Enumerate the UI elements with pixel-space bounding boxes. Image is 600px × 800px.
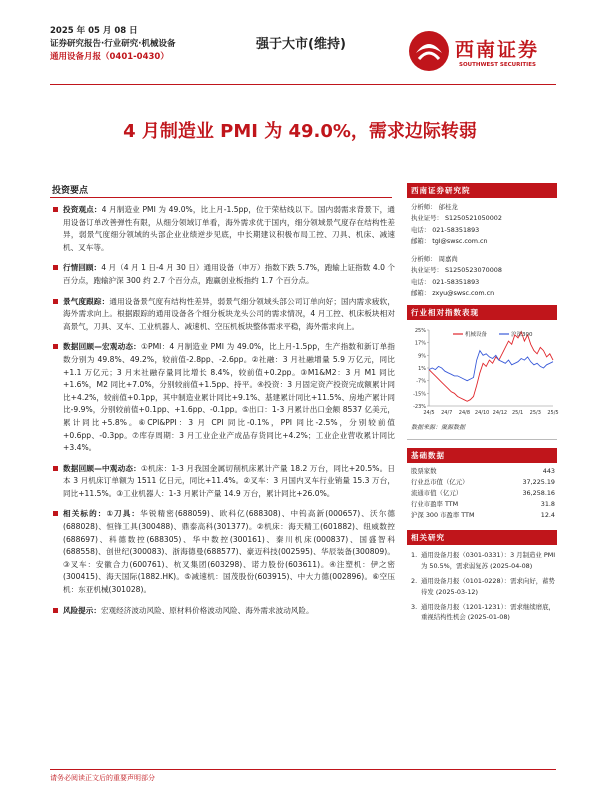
y-tick-label: -15% [413,391,426,398]
analyst-cert: 执业证号： S1250521050002 [411,214,502,223]
legend-label: 沪深300 [511,332,533,339]
paragraph-lead: 数据回顾—宏观动态： [63,342,141,352]
paragraph-text: 宏观经济波动风险、原材料价格波动风险、海外需求波动风险。 [100,605,314,615]
section-divider [50,197,392,198]
related-research-bar: 相关研究 [407,530,557,545]
bullet-icon [53,511,58,516]
paragraph-text: 4 月制造业 PMI 为 49.0%，比上月-1.5pp，位于荣枯线以下。国内弱需求背景下，通用设备订单改善弹性有限，从细分领域订单看，海外需求优于国内，细分领域景气度存在结构性差异，弱景气度细分领域的头部企业业绩逆步见底，中长期建议积极布局工控、刀具、机床、减速机、叉车等。 [63,205,395,252]
table-key: 股票家数 [411,467,437,476]
footer-divider [50,769,556,770]
related-item[interactable] [411,602,557,624]
related-item[interactable] [411,576,557,598]
table-value: 443 [542,467,555,476]
analyst-mail[interactable]: 邮箱： tgl@swsc.com.cn [411,236,488,245]
analyst-tel: 电话： 021-58351893 [411,277,480,286]
table-row [407,477,557,488]
rating: 强于大市(维持) [256,37,346,52]
spacer [411,247,557,254]
related-text: 通用设备月报（0301-0331）：3 月制造业 PMI 为 50.5%，需求弱复苏 (2025-04-08) [421,551,556,571]
summary-paragraph [50,605,395,618]
report-title: 4 月制造业 PMI 为 49.0%，需求边际转弱 [123,121,477,142]
related-text: 通用设备月报（1201-1231）：需求继续磨底，重视结构性机会 (2025-01-08) [421,602,555,622]
paragraph-text: 华锐精密(688059)、欧科亿(688308)、中钨高新(000657)、沃尔德(688028)、恒锋工具(300488)、鼎泰高科(301377)。②机床：海天精工(601882)、纽威数控(688697)、科德数控(688305)、华中数控(300161)、秦川机床(000837)、国盛智科(688558)、创世纪(300083)、浙海德曼(688577)、豪迈科技(002595)、华辰装备(300809)。③叉车：安徽合力(600761)、杭叉集团(603298)、诺力股份(603611)。④注塑机：伊之密(300415)、海天国际(1882.HK)。⑤减速机：国茂股份(603915)、中大力德(002896)。⑥空压机：东亚机械(301028)。 [63,509,395,595]
summary-paragraph [50,262,395,287]
series-line [429,351,553,381]
analyst-name: 分析师： 邰桂龙 [411,203,458,211]
x-tick-label: 24/12 [492,410,508,417]
bullet-icon [53,466,58,471]
legend-label: 机械设备 [465,332,488,339]
series-line [429,332,553,402]
table-row [407,466,557,477]
y-tick-label: -23% [413,404,426,411]
related-text: 通用设备月报（0101-0228）：需求向好，蓄势待发 (2025-03-12) [421,576,555,596]
table-value: 31.8 [540,499,555,508]
x-tick-label: 24/10 [474,410,490,417]
table-row [407,488,557,499]
chart-title-bar: 行业相对指数表现 [407,305,557,320]
x-tick-label: 24/8 [458,410,471,417]
table-key: 行业市盈率 TTM [411,499,459,508]
table-row [407,499,557,510]
x-tick-label: 24/5 [423,410,435,417]
paragraph-lead: 相关标的：①刀具： [63,509,141,519]
paragraph-lead: 风险提示： [63,605,101,615]
footer-disclaimer: 请务必阅读正文后的重要声明部分 [50,774,155,782]
paragraph-text: 4 月（4 月 1 日-4 月 30 日）通用设备（申万）指数下跌 5.7%，跑输上证指数 4.0 个百分点，跑输沪深 300 约 2.7 个百分点，跑赢创业板指约 1.7 个百分点。 [63,263,396,285]
table-key: 流通市值（亿元） [411,488,463,497]
basic-data-bar: 基础数据 [407,448,557,463]
report-name: 通用设备月报（0401-0430） [50,52,169,62]
summary-paragraph [50,296,395,334]
bullet-icon [53,608,58,613]
related-item[interactable] [411,550,557,572]
header-divider [50,84,556,85]
bullet-icon [53,207,58,212]
company-logo [407,29,557,79]
basic-data-table [407,466,557,520]
bullet-icon [53,344,58,349]
related-number: 2. [411,576,418,585]
relative-index-chart [407,324,557,420]
report-category: 证券研究报告·行业研究·机械设备 [50,39,176,49]
x-tick-label: 24/7 [441,410,453,417]
chart-svg [407,324,557,420]
x-tick-label: 25/5 [547,410,559,417]
analyst-info [407,202,557,299]
logo-text-cn: 西南证券 [455,39,540,61]
logo-mark-icon [407,29,451,73]
x-tick-label: 25/1 [511,410,524,417]
bullet-icon [53,265,58,270]
paragraph-text: ①PMI：4 月制造业 PMI 为 49.0%，比上月-1.5pp，生产指数和新订单指数分别为 49.8%、49.2%，较前值-2.8pp、-2.6pp。②社融：3 月社融增量 5.9 万亿元，同比+1.1 万亿元；3 月末社融存量同比增长 8.4%，较前值+0.2pp。③M1&M2：3 月 M1 同比+1.6%，M2 同比+7.0%，分别较前值+1.5pp、持平。④投资：3 月固定资产投资完成额累计同比+4.2%，较前值+0.1pp，其中制造业累计同比+9.1%、基建累计同比+11.5%、房地产累计同比-9.9%，分别较前值+0.1pp、+1.6pp、-0.1pp。⑤出口：1-3 月累计出口金额 8537 亿美元，累计同比+5.8%。⑥CPI&PPI：3 月 CPI 同比-0.1%，PPI 同比-2.5%，分别较前值+0.6pp、-0.3pp。⑦库存周期：3 月工业企业产成品存货同比+4.2%；工业企业营收累计同比+3.4%。 [63,342,395,453]
bullet-icon [53,299,58,304]
table-row [407,510,557,521]
chart-source: 数据来源：聚源数据 [411,424,466,432]
related-number: 1. [411,551,418,560]
table-value: 36,258.16 [522,488,555,497]
analyst-mail[interactable]: 邮箱： zxyu@swsc.com.cn [411,289,495,298]
logo-text-en: SOUTHWEST SECURITIES [459,62,536,68]
paragraph-text: ①机床：1-3 月我国金属切削机床累计产量 18.2 万台，同比+20.5%。日本 3 月机床订单额为 1511 亿日元，同比+11.4%。②叉车：3 月国内叉车行业销量 15.3 万台，同比+11.5%。③工业机器人：1-3 月累计产量 14.9 万台，累计同比+26.0%。 [63,463,396,498]
related-number: 3. [411,602,418,611]
sidebar [407,183,557,627]
report-date: 2025 年 05 月 08 日 [50,26,138,36]
summary-paragraph [50,204,395,254]
y-tick-label: 17% [414,341,426,348]
related-research-list [407,550,557,623]
institute-bar: 西南证券研究院 [407,183,557,198]
y-tick-label: -7% [416,379,426,386]
table-key: 行业总市值（亿元） [411,478,469,487]
x-tick-label: 25/3 [529,410,541,417]
table-key: 沪深 300 市盈率 TTM [411,510,475,519]
y-tick-label: 1% [418,366,426,373]
table-value: 12.4 [540,510,555,519]
summary-paragraph [50,508,395,596]
paragraph-lead: 数据回顾—中观动态： [63,463,141,473]
paragraph-lead: 行情回顾： [63,263,102,273]
header-left [50,25,175,64]
main-content [50,204,395,625]
y-tick-label: 9% [418,353,426,360]
section-title: 投资要点 [52,186,89,196]
summary-paragraph [50,463,395,501]
y-tick-label: 25% [414,328,426,335]
table-value: 37,225.19 [522,478,555,487]
paragraph-text: 通用设备景气度有结构性差异，弱景气细分领域头部公司订单向好；国内需求疲软，海外需求向上。根据跟踪的通用设备各个细分板块龙头公司的需求情况，4 月工控、机床板块相对高景气，刀具、叉车、工业机器人、减速机、空压机板块整体需求平稳，海外需求向上。 [63,296,395,331]
summary-paragraph [50,341,395,454]
paragraph-lead: 景气度跟踪： [63,296,110,306]
sidebar-divider [407,439,557,440]
analyst-tel: 电话： 021-58351893 [411,225,480,234]
analyst-cert: 执业证号： S1250523070008 [411,266,502,275]
analyst-name: 分析师： 周嘉尚 [411,255,458,264]
paragraph-lead: 投资观点： [63,205,102,214]
